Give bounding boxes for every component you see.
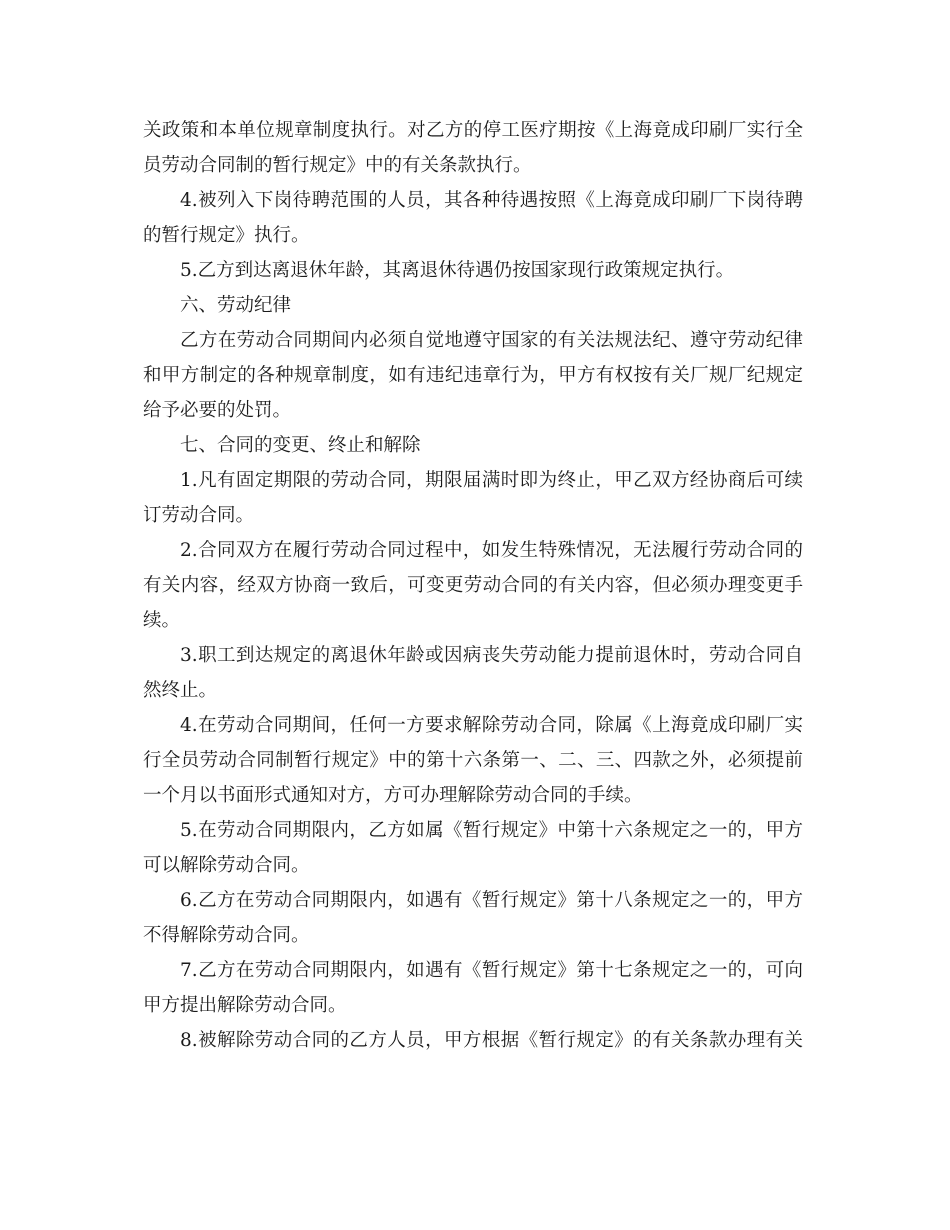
text-line: 然终止。: [143, 680, 218, 701]
text-line: 1.凡有固定期限的劳动合同，期限届满时即为终止，甲乙双方经协商后可续: [180, 470, 803, 491]
text-line: 一个月以书面形式通知对方，方可办理解除劳动合同的手续。: [143, 785, 643, 806]
text-line: 订劳动合同。: [143, 505, 255, 526]
text-line: 给予必要的处罚。: [143, 400, 292, 421]
text-line: 7.乙方在劳动合同期限内，如遇有《暂行规定》第十七条规定之一的，可向: [180, 960, 803, 981]
text-line: 4.被列入下岗待聘范围的人员，其各种待遇按照《上海竟成印刷厂下岗待聘: [180, 190, 803, 211]
text-line: 2.合同双方在履行劳动合同过程中，如发生特殊情况，无法履行劳动合同的: [180, 540, 803, 561]
text-line: 六、劳动纪律: [180, 295, 292, 316]
text-line: 乙方在劳动合同期间内必须自觉地遵守国家的有关法规法纪、遵守劳动纪律: [180, 330, 803, 351]
text-line: 关政策和本单位规章制度执行。对乙方的停工医疗期按《上海竟成印刷厂实行全: [143, 120, 803, 141]
text-line: 不得解除劳动合同。: [143, 925, 310, 946]
text-line: 6.乙方在劳动合同期限内，如遇有《暂行规定》第十八条规定之一的，甲方: [180, 890, 803, 911]
text-line: 续。: [143, 610, 181, 631]
text-line: 七、合同的变更、终止和解除: [180, 435, 421, 456]
text-line: 行全员劳动合同制暂行规定》中的第十六条第一、二、三、四款之外，必须提前: [143, 750, 803, 771]
text-line: 甲方提出解除劳动合同。: [143, 995, 347, 1016]
text-line: 的暂行规定》执行。: [143, 225, 310, 246]
text-line: 5.在劳动合同期限内，乙方如属《暂行规定》中第十六条规定之一的，甲方: [180, 820, 803, 841]
document-body: [143, 113, 803, 1058]
text-line: 5.乙方到达离退休年龄，其离退休待遇仍按国家现行政策规定执行。: [180, 260, 735, 281]
text-line: 3.职工到达规定的离退休年龄或因病丧失劳动能力提前退休时，劳动合同自: [180, 645, 803, 666]
text-line: 8.被解除劳动合同的乙方人员，甲方根据《暂行规定》的有关条款办理有关: [180, 1030, 803, 1051]
text-line: 员劳动合同制的暂行规定》中的有关条款执行。: [143, 155, 532, 176]
text-line: 4.在劳动合同期间，任何一方要求解除劳动合同，除属《上海竟成印刷厂实: [180, 715, 803, 736]
text-line: 可以解除劳动合同。: [143, 855, 310, 876]
text-line: 和甲方制定的各种规章制度，如有违纪违章行为，甲方有权按有关厂规厂纪规定: [143, 365, 803, 386]
text-line: 有关内容，经双方协商一致后，可变更劳动合同的有关内容，但必须办理变更手: [143, 575, 803, 596]
